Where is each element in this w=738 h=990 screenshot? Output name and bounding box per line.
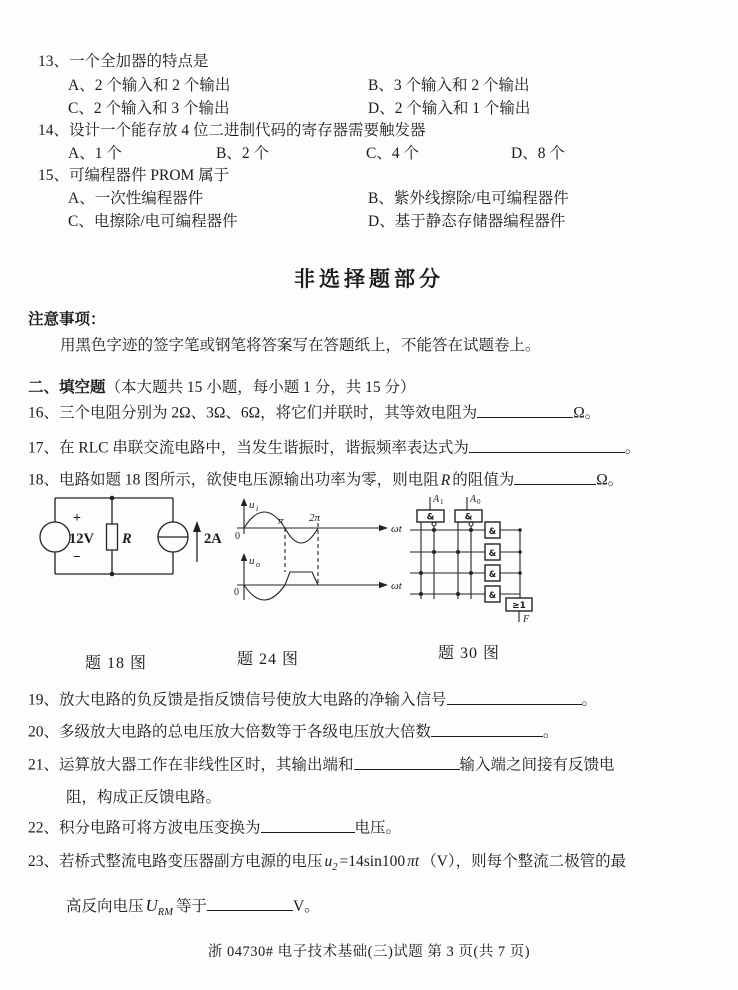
- question-16-text: 16、三个电阻分别为 2Ω、3Ω、6Ω，将它们并联时，其等效电阻为: [28, 404, 478, 422]
- page-footer: 浙 04730# 电子技术基础(三)试题 第 3 页(共 7 页): [207, 944, 531, 960]
- question-19-text: 19、放大电路的负反馈是指反馈信号使放大电路的净输入信号: [28, 691, 447, 709]
- wt-bottom-label: ωt: [391, 580, 402, 592]
- answer-blank: [431, 722, 543, 737]
- urm-symbol: U: [145, 896, 158, 915]
- resistor-label: R: [122, 531, 132, 547]
- or-gate-label: ≥1: [512, 601, 526, 611]
- voltage-value-label: 12V: [69, 531, 94, 547]
- question-21-text: 21、运算放大器工作在非线性区时，其输出端和: [28, 756, 354, 774]
- figure-30-caption: 题 30 图: [438, 645, 501, 662]
- fill-section-label: 二、填空题: [28, 379, 106, 396]
- question-13-stem: 13、一个全加器的特点是: [38, 53, 209, 70]
- figure-18-circuit: [40, 494, 230, 589]
- question-22-end: 电压。: [354, 819, 402, 837]
- figure-24-caption: 题 24 图: [237, 651, 300, 668]
- question-15-stem: 15、可编程器件 PROM 属于: [38, 167, 230, 184]
- question-16: [28, 403, 600, 424]
- two-pi-label: 2π: [309, 512, 321, 524]
- question-14-stem: 14、设计一个能存放 4 位二进制代码的寄存器需要触发器: [38, 122, 426, 139]
- question-15-option-d: D、基于静态存储器编程器件: [368, 213, 566, 230]
- answer-blank: [514, 470, 596, 485]
- answer-blank: [469, 438, 625, 453]
- question-18-text: 18、电路如题 18 图所示，欲使电压源输出功率为零，则电阻: [28, 471, 439, 489]
- question-14-option-b: B、2 个: [216, 145, 269, 162]
- question-18-mid: 的阻值为: [452, 471, 515, 489]
- question-13-option-c: C、2 个输入和 3 个输出: [68, 100, 230, 117]
- ui-label: u: [249, 499, 255, 511]
- question-14-option-a: A、1 个: [68, 145, 122, 162]
- question-20: [28, 722, 559, 743]
- question-17: [28, 438, 640, 459]
- u2-subscript: 2: [332, 862, 338, 873]
- answer-blank: [261, 818, 355, 833]
- output-wave: [244, 572, 318, 600]
- question-23-line2-text: 高反向电压: [66, 898, 144, 915]
- and-gate-label: &: [426, 512, 435, 523]
- uo-sub-label: o: [256, 560, 260, 569]
- question-20-end: 。: [543, 723, 559, 741]
- question-13-option-d: D、2 个输入和 1 个输出: [368, 100, 531, 117]
- question-20-text: 20、多级放大电路的总电压放大倍数等于各级电压放大倍数: [28, 723, 432, 741]
- voltage-source-icon: [40, 522, 70, 552]
- question-18-symbol-r: R: [440, 471, 451, 489]
- output-f-label: F: [523, 614, 530, 625]
- input-a1-sub: 1: [440, 498, 444, 506]
- pi-label: π: [278, 515, 284, 527]
- question-14-option-d: D、8 个: [511, 145, 565, 162]
- question-23-text: 23、若桥式整流电路变压器副方电源的电压: [28, 853, 323, 870]
- question-23-equation: =14sin100: [339, 853, 406, 870]
- question-19-end: 。: [581, 691, 598, 709]
- figure-24-waveforms: [233, 494, 411, 626]
- notice-text: 用黑色字迹的签字笔或钢笔将答案写在答题纸上，不能答在试题卷上。: [60, 337, 541, 354]
- question-22-text: 22、积分电路可将方波电压变换为: [28, 819, 261, 837]
- question-21-mid: 输入端之间接有反馈电: [459, 756, 615, 774]
- question-13-option-b: B、3 个输入和 2 个输出: [368, 77, 530, 94]
- answer-blank: [447, 690, 582, 705]
- question-22: [28, 818, 401, 839]
- question-23-line1: [28, 852, 626, 875]
- input-a0-label: A: [470, 494, 477, 505]
- question-16-unit: Ω。: [573, 404, 601, 422]
- question-15-option-c: C、电擦除/电可编程器件: [68, 213, 238, 230]
- question-15-option-b: B、紫外线擦除/电可编程器件: [368, 190, 569, 207]
- input-a0-sub: 0: [477, 498, 481, 506]
- question-21-line2: 阻，构成正反馈电路。: [66, 789, 222, 806]
- question-19: [28, 690, 597, 711]
- and-gate-label: &: [488, 570, 497, 580]
- and-gate-label: &: [488, 527, 497, 537]
- current-value-label: 2A: [204, 531, 222, 547]
- u2-symbol: u: [324, 853, 333, 870]
- question-17-text: 17、在 RLC 串联交流电路中，当发生谐振时，谐振频率表达式为: [28, 439, 469, 457]
- urm-subscript: RM: [157, 907, 173, 918]
- pi-t-symbol: πt: [407, 853, 420, 870]
- notice-label: 注意事项：: [28, 311, 106, 328]
- ui-sub-label: i: [256, 504, 259, 513]
- and-gate-label: &: [464, 512, 473, 523]
- question-15-option-a: A、一次性编程器件: [68, 190, 204, 207]
- question-21-line1: [28, 755, 615, 776]
- voltage-plus-label: +: [73, 511, 81, 526]
- fill-section-header: [28, 378, 416, 398]
- uo-label: u: [249, 555, 255, 567]
- answer-blank: [354, 755, 460, 770]
- question-23-line2-mid: 等于: [175, 898, 207, 915]
- section-title: 非选择题部分: [294, 267, 444, 291]
- answer-blank: [477, 403, 573, 418]
- origin-bottom-label: 0: [234, 587, 239, 598]
- answer-blank: [207, 896, 293, 911]
- question-23-tail: （V），则每个整流二极管的最: [421, 853, 627, 870]
- question-13-option-a: A、2 个输入和 2 个输出: [68, 77, 231, 94]
- wt-top-label: ωt: [391, 523, 402, 535]
- question-17-end: 。: [624, 439, 641, 457]
- question-23-unit: V。: [292, 898, 320, 915]
- input-a1-label: A: [433, 494, 440, 505]
- figure-30-logic-diagram: [408, 492, 538, 632]
- voltage-minus-label: −: [73, 550, 81, 565]
- and-gate-label: &: [488, 549, 497, 559]
- fill-section-info: （本大题共 15 小题，每小题 1 分，共 15 分）: [105, 379, 416, 396]
- question-18: [28, 470, 623, 491]
- question-18-unit: Ω。: [596, 471, 624, 489]
- question-23-line2: [66, 895, 320, 920]
- origin-top-label: 0: [235, 531, 240, 542]
- and-gate-label: &: [488, 591, 497, 601]
- question-14-option-c: C、4 个: [366, 145, 419, 162]
- figure-18-caption: 题 18 图: [85, 655, 148, 672]
- resistor-icon: [107, 524, 118, 550]
